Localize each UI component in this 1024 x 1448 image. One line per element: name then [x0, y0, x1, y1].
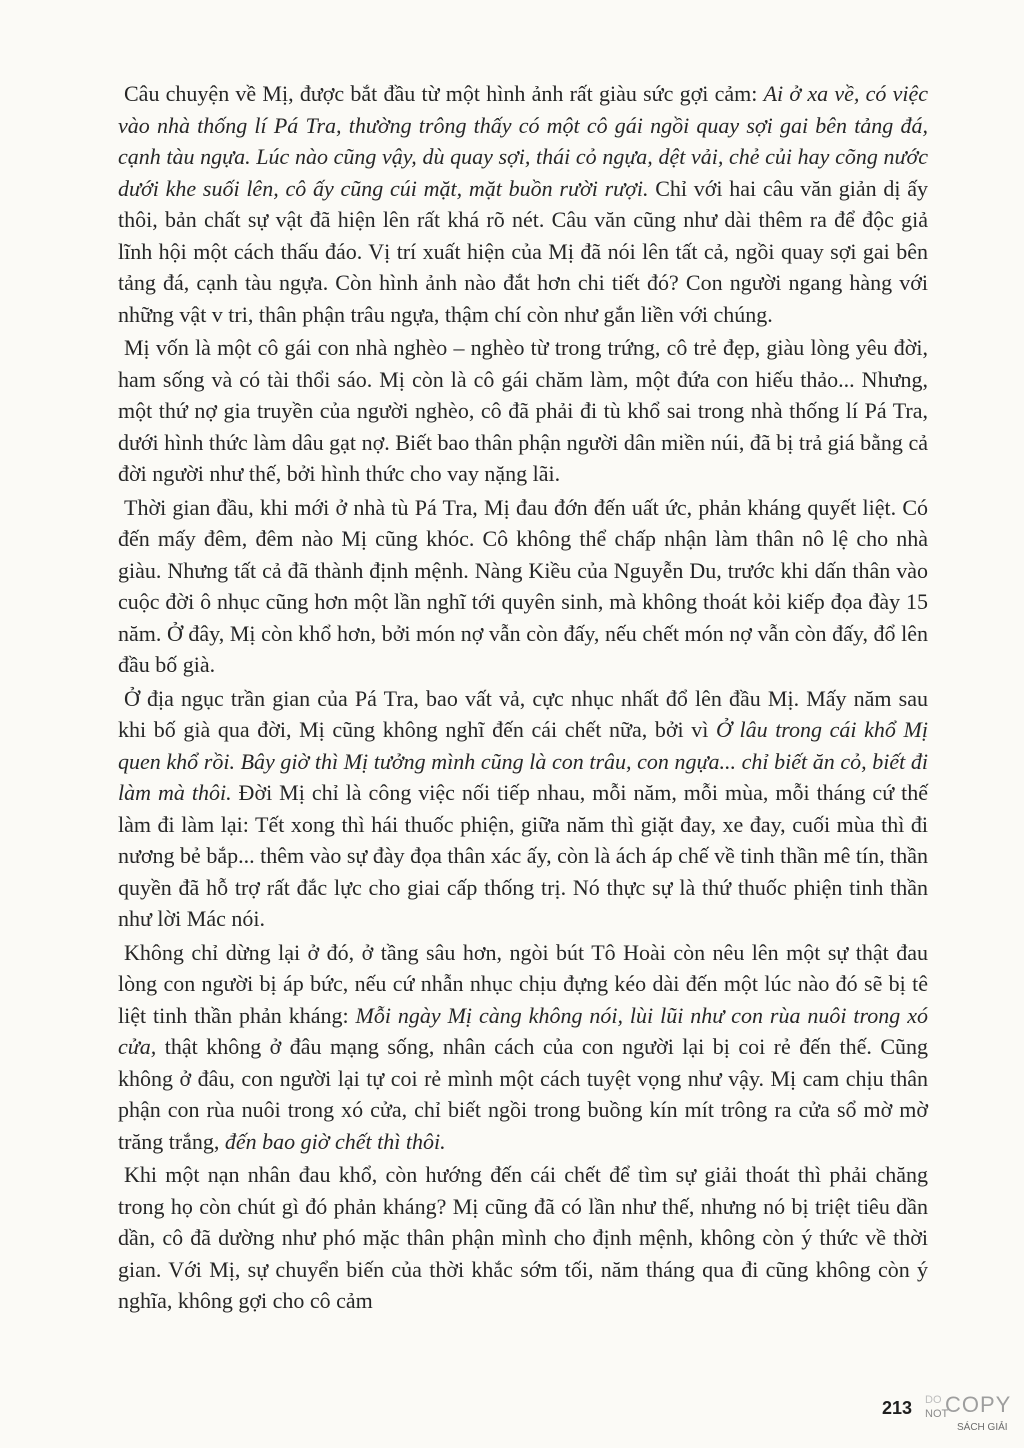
paragraph: Câu chuyện về Mị, được bắt đầu từ một hình ảnh rất giàu sức gợi cảm: Ai ở xa về, có việc vào nhà thống lí Pá Tra, thường trông thấy có một cô gái ngồi quay sợi gai bên tảng đá, cạnh tàu ngựa. Lúc nào cũng vậy, dù quay sợi, thái cỏ ngựa, dệt vải, chẻ củi hay cõng nước dưới khe suối lên, cô ấy cũng cúi mặt, mặt buồn rười rượi. Chỉ với hai câu văn giản dị ấy thôi, bản chất sự vật đã hiện lên rất khá rõ nét. Câu văn cũng như dài thêm ra để độc giả lĩnh hội một cách thấu đáo. Vị trí xuất hiện của Mị đã nói lên tất cả, ngồi quay sợi gai bên tảng đá, cạnh tàu ngựa. Còn hình ảnh nào đắt hơn chi tiết đó? Con người ngang hàng với những vật v tri, thân phận trâu ngựa, thậm chí còn như gắn liền với chúng.	[118, 81, 928, 327]
paragraph: Khi một nạn nhân đau khổ, còn hướng đến cái chết để tìm sự giải thoát thì phải chăng trong họ còn chút gì đó phản kháng? Mị cũng đã có lần như thế, nhưng nó bị triệt tiêu dần dần, cô đã dường như phó mặc thân phận mình cho định mệnh, không còn ý thức về thời gian. Với Mị, sự chuyển biến của thời khắc sớm tối, năm tháng qua đi cũng không còn ý nghĩa, không gợi cho cô cảm	[118, 1162, 928, 1313]
watermark-not: NOT	[925, 1408, 949, 1420]
paragraph: Ở địa ngục trần gian của Pá Tra, bao vất vả, cực nhục nhất đổ lên đầu Mị. Mấy năm sau khi bố già qua đời, Mị cũng không nghĩ đến cái chết nữa, bởi vì Ở lâu trong cái khổ Mị quen khổ rồi. Bây giờ thì Mị tưởng mình cũng là con trâu, con ngựa... chỉ biết ăn cỏ, biết đi làm mà thôi. Đời Mị chỉ là công việc nối tiếp nhau, mỗi năm, mỗi mùa, mỗi tháng cứ thế làm đi làm lại: Tết xong thì hái thuốc phiện, giữa năm thì giặt đay, xe đay, cuối mùa thì đi nương bẻ bắp... thêm vào sự đày đọa thân xác ấy, còn là ách áp chế về tinh thần mê tín, thần quyền đã hỗ trợ rất đắc lực cho giai cấp thống trị. Nó thực sự là thứ thuốc phiện tinh thần như lời Mác nói.	[118, 685, 928, 931]
watermark-logo	[925, 1392, 1015, 1442]
paragraph: Mị vốn là một cô gái con nhà nghèo – nghèo từ trong trứng, cô trẻ đẹp, giàu lòng yêu đời, ham sống và có tài thổi sáo. Mị còn là cô gái chăm làm, một đứa con hiếu thảo... Nhưng, một thứ nợ gia truyền của người nghèo, cô đã phải đi tù khổ sai trong nhà thống lí Pá Tra, dưới hình thức làm dâu gạt nợ. Biết bao thân phận người dân miền núi, đã bị trả giá bằng cả đời người như thế, bởi hình thức cho vay nặng lãi.	[118, 335, 928, 486]
watermark-copy: COPY	[945, 1392, 1012, 1417]
paragraph: Thời gian đầu, khi mới ở nhà tù Pá Tra, Mị đau đớn đến uất ức, phản kháng quyết liệt. Có đến mấy đêm, đêm nào Mị cũng khóc. Cô không thể chấp nhận làm thân nô lệ cho nhà giàu. Nhưng tất cả đã thành định mệnh. Nàng Kiều của Nguyễn Du, trước khi dấn thân vào cuộc đời ô nhục cũng hơn một lần nghĩ tới quyên sinh, mà không thoát kỏi kiếp đọa đày 15 năm. Ở đây, Mị còn khổ hơn, bởi món nợ vẫn còn đấy, nếu chết món nợ vẫn còn đấy, đổ lên đầu bố già.	[118, 494, 928, 677]
body-text	[118, 78, 928, 1319]
paragraph: Không chỉ dừng lại ở đó, ở tầng sâu hơn, ngòi bút Tô Hoài còn nêu lên một sự thật đau lòng con người bị áp bức, nếu cứ nhẫn nhục chịu đựng kéo dài đến một lúc nào đó sẽ bị tê liệt tinh thần phản kháng: Mỗi ngày Mị càng không nói, lùi lũi như con rùa nuôi trong xó cửa, thật không ở đâu mạng sống, nhân cách của con người lại bị coi rẻ đến thế. Cũng không ở đâu, con người lại tự coi rẻ mình một cách tuyệt vọng như vậy. Mị cam chịu thân phận con rùa nuôi trong xó cửa, chỉ biết ngồi trong buồng kín mít trông ra cửa sổ mờ mờ trăng trắng, đến bao giờ chết thì thôi.	[118, 939, 928, 1154]
watermark-site: SÁCH GIẢI	[957, 1422, 1008, 1433]
watermark-do: DO	[925, 1394, 942, 1406]
page-number: 213	[882, 1398, 913, 1418]
